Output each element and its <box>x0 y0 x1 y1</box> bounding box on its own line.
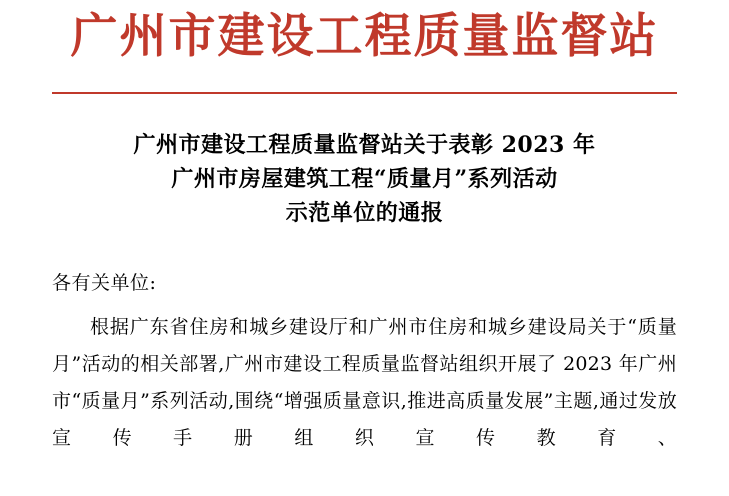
document-title-line-3: 示范单位的通报 <box>285 200 444 227</box>
body-paragraph-1: 根据广东省住房和城乡建设厅和广州市住房和城乡建设局关于“质量月”活动的相关部署,广州市建设工程质量监督站组织开展了 2023 年广州市“质量月”系列活动,围绕“增强质量意识,推进高质量发展”主题,通过发放宣传手册组织宣传教育、 <box>52 315 677 449</box>
masthead-divider <box>52 92 677 94</box>
document-title-line-2: 广州市房屋建筑工程“质量月”系列活动 <box>171 166 558 193</box>
document-title-line-1: 广州市建设工程质量监督站关于表彰 2023 年 <box>133 132 596 159</box>
masthead <box>52 0 677 94</box>
masthead-organization-title: 广州市建设工程质量监督站 <box>70 9 659 64</box>
salutation: 各有关单位: <box>52 272 157 295</box>
document-title <box>52 128 677 230</box>
